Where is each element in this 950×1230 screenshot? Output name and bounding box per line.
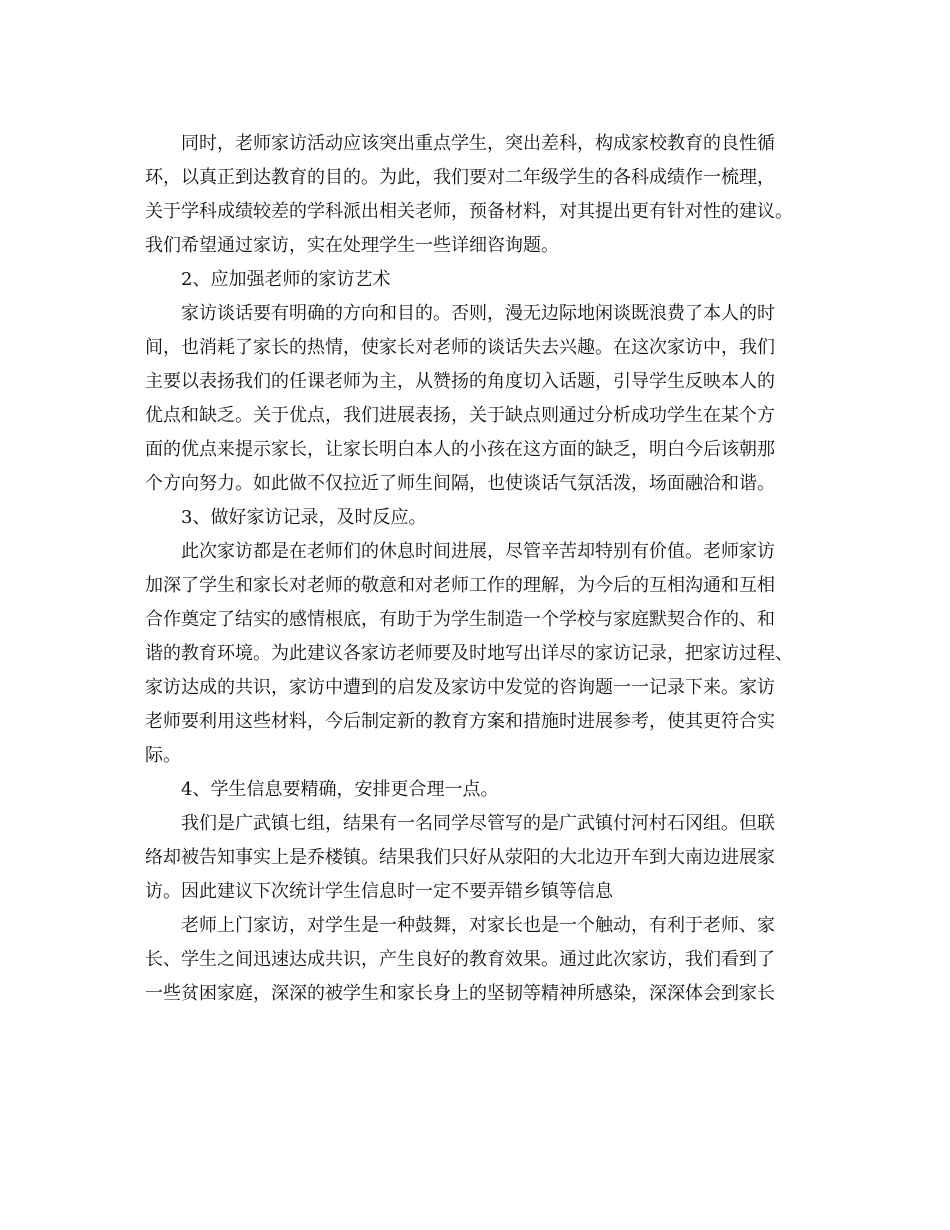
paragraph-student-info — [145, 807, 815, 909]
text-line: 我们是广武镇七组，结果有一名同学尽管写的是广武镇付河村石冈组。但联 — [181, 813, 775, 834]
text-line: 际。 — [145, 745, 181, 766]
document-body — [145, 127, 815, 1011]
text-line: 访。因此建议下次统计学生信息时一定不要弄错乡镇等信息 — [145, 881, 613, 902]
text-line: 老师要利用这些材料，今后制定新的教育方案和措施时进展参考，使其更符合实 — [145, 711, 775, 732]
heading-text: 4、学生信息要精确，安排更合理一点。 — [181, 779, 499, 800]
text-line: 面的优点来提示家长，让家长明白本人的小孩在这方面的缺乏，明白今后该朝那 — [145, 439, 775, 460]
text-line: 合作奠定了结实的感情根底，有助于为学生制造一个学校与家庭默契合作的、和 — [145, 609, 775, 630]
text-line: 环，以真正到达教育的目的。为此，我们要对二年级学生的各科成绩作一梳理， — [145, 167, 775, 188]
text-line: 我们希望通过家访，实在处理学生一些详细咨询题。 — [145, 235, 559, 256]
text-line: 家访达成的共识，家访中遭到的启发及家访中发觉的咨询题一一记录下来。家访 — [145, 677, 775, 698]
text-line: 间，也消耗了家长的热情，使家长对老师的谈话失去兴趣。在这次家访中，我们 — [145, 337, 775, 358]
paragraph-visit-art — [145, 297, 815, 501]
text-line: 个方向努力。如此做不仅拉近了师生间隔，也使谈话气氛活泼，场面融洽和谐。 — [145, 473, 775, 494]
heading-text: 3、做好家访记录，及时反应。 — [181, 507, 427, 528]
paragraph-conclusion — [145, 909, 815, 1011]
text-line: 此次家访都是在老师们的休息时间进展，尽管辛苦却特别有价值。老师家访 — [181, 541, 775, 562]
section-heading-2 — [145, 263, 815, 297]
heading-text: 2、应加强老师的家访艺术 — [181, 269, 391, 290]
text-line: 络却被告知事实上是乔楼镇。结果我们只好从荥阳的大北边开车到大南边进展家 — [145, 847, 775, 868]
paragraph-home-visit-focus — [145, 127, 815, 263]
section-heading-4 — [145, 773, 815, 807]
text-line: 家访谈话要有明确的方向和目的。否则，漫无边际地闲谈既浪费了本人的时 — [181, 303, 775, 324]
text-line: 老师上门家访，对学生是一种鼓舞，对家长也是一个触动，有利于老师、家 — [181, 915, 775, 936]
text-line: 关于学科成绩较差的学科派出相关老师，预备材料，对其提出更有针对性的建议。 — [145, 201, 793, 222]
text-line: 优点和缺乏。关于优点，我们进展表扬，关于缺点则通过分析成功学生在某个方 — [145, 405, 775, 426]
text-line: 同时，老师家访活动应该突出重点学生，突出差科，构成家校教育的良性循 — [181, 133, 775, 154]
section-heading-3 — [145, 501, 815, 535]
text-line: 加深了学生和家长对老师的敬意和对老师工作的理解，为今后的互相沟通和互相 — [145, 575, 775, 596]
text-line: 主要以表扬我们的任课老师为主，从赞扬的角度切入话题，引导学生反映本人的 — [145, 371, 775, 392]
text-line: 谐的教育环境。为此建议各家访老师要及时地写出详尽的家访记录，把家访过程、 — [145, 643, 793, 664]
text-line: 一些贫困家庭，深深的被学生和家长身上的坚韧等精神所感染，深深体会到家长 — [145, 983, 775, 1004]
paragraph-visit-records — [145, 535, 815, 773]
text-line: 长、学生之间迅速达成共识，产生良好的教育效果。通过此次家访，我们看到了 — [145, 949, 775, 970]
